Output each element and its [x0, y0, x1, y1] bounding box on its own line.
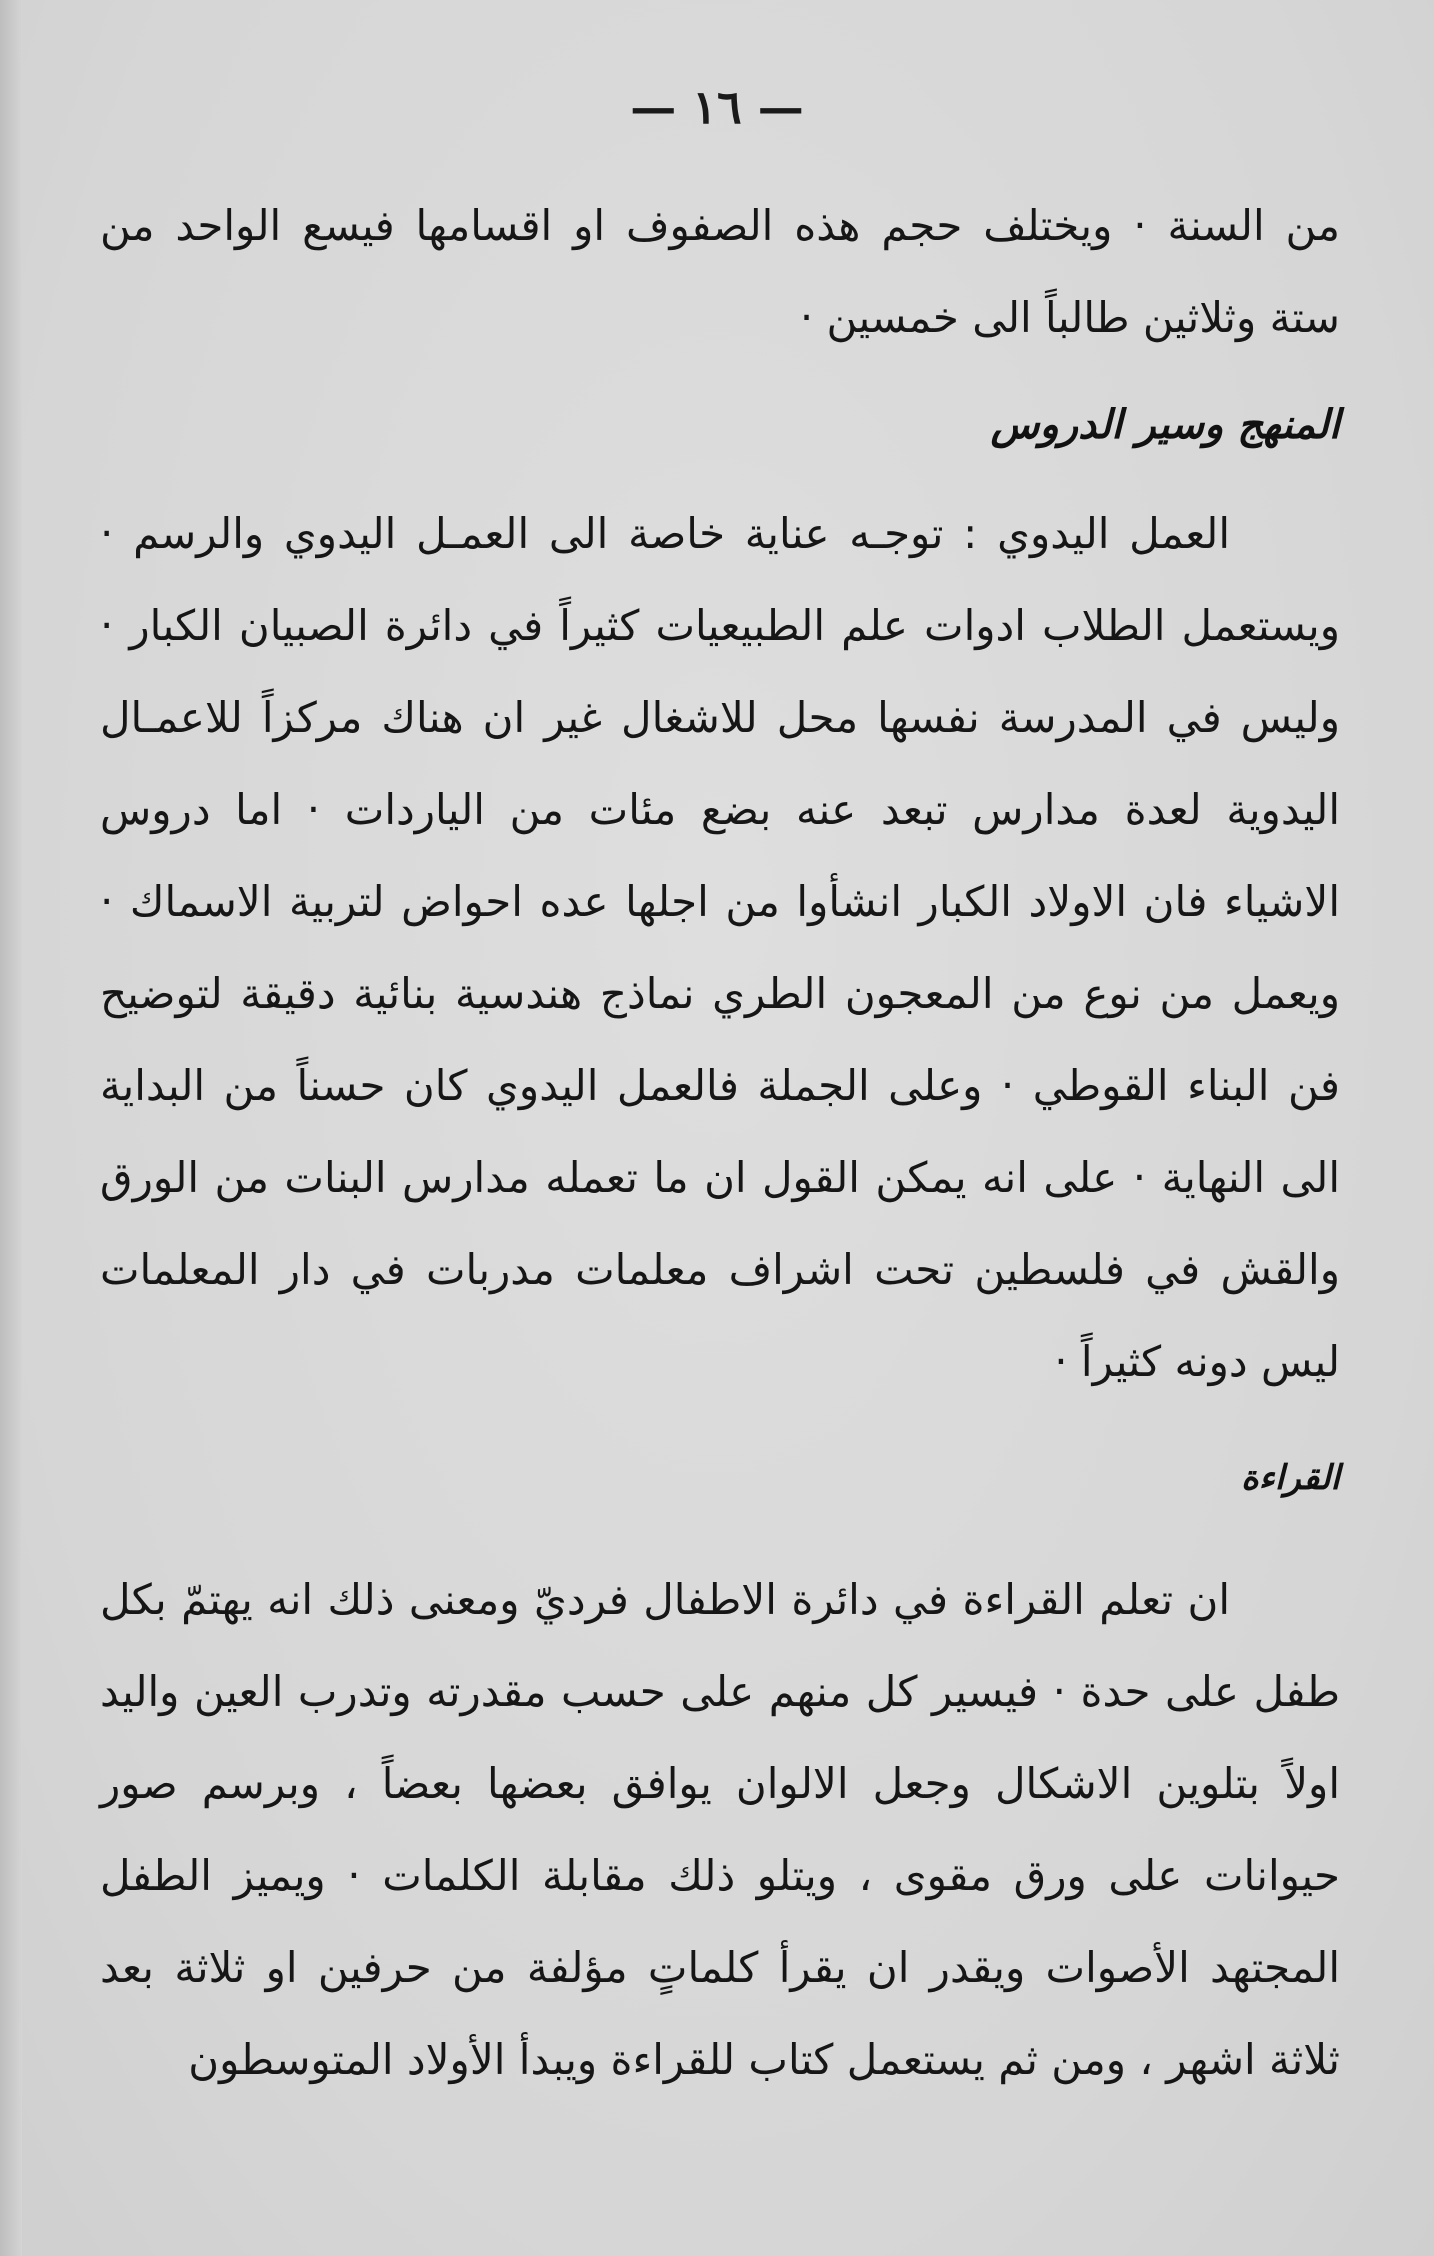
page-number: — ١٦ —	[630, 80, 804, 134]
paragraph-reading: ان تعلم القراءة في دائرة الاطفال فرديّ ومعنى ذلك انه يهتمّ بكل طفل على حدة · فيسير كل منهم على حسب مقدرته وتدرب العين واليد اولاً بتلوين الاشكال وجعل الالوان يوافق بعضها بعضاً ، وبرسم صور حيوانات على ورق مقوى ، ويتلو ذلك مقابلة الكلمات · ويميز الطفل المجتهد الأصوات ويقدر ان يقرأ كلماتٍ مؤلفة من حرفين او ثلاثة بعد ثلاثة اشهر ، ومن ثم يستعمل كتاب للقراءة ويبدأ الأولاد المتوسطون	[100, 1575, 1340, 2084]
page-body	[100, 180, 1340, 2106]
paragraph-manual-work: العمل اليدوي : توجـه عناية خاصة الى العمـل اليدوي والرسم · ويستعمل الطلاب ادوات علم الطبيعيات كثيراً في دائرة الصبيان الكبار · وليس في المدرسة نفسها محل للاشغال غير ان هناك مركزاً للاعمـال اليدوية لعدة مدارس تبعد عنه بضع مئات من الياردات · اما دروس الاشياء فان الاولاد الكبار انشأوا من اجلها عده احواض لتربية الاسماك · ويعمل من نوع من المعجون الطري نماذج هندسية بنائية دقيقة لتوضيح فن البناء القوطي · وعلى الجملة فالعمل اليدوي كان حسناً من البداية الى النهاية · على انه يمكن القول ان ما تعمله مدارس البنات من الورق والقش في فلسطين تحت اشراف معلمات مدربات في دار المعلمات ليس دونه كثيراً ·	[100, 509, 1340, 1386]
paragraph-continuation: من السنة · ويختلف حجم هذه الصفوف او اقسامها فيسع الواحد من ستة وثلاثين طالباً الى خمسين ·	[100, 201, 1340, 342]
page-binding-edge	[0, 0, 22, 2256]
section-heading-reading: القراءة	[1240, 1458, 1340, 1498]
section-heading-curriculum: المنهج وسير الدروس	[990, 401, 1340, 448]
